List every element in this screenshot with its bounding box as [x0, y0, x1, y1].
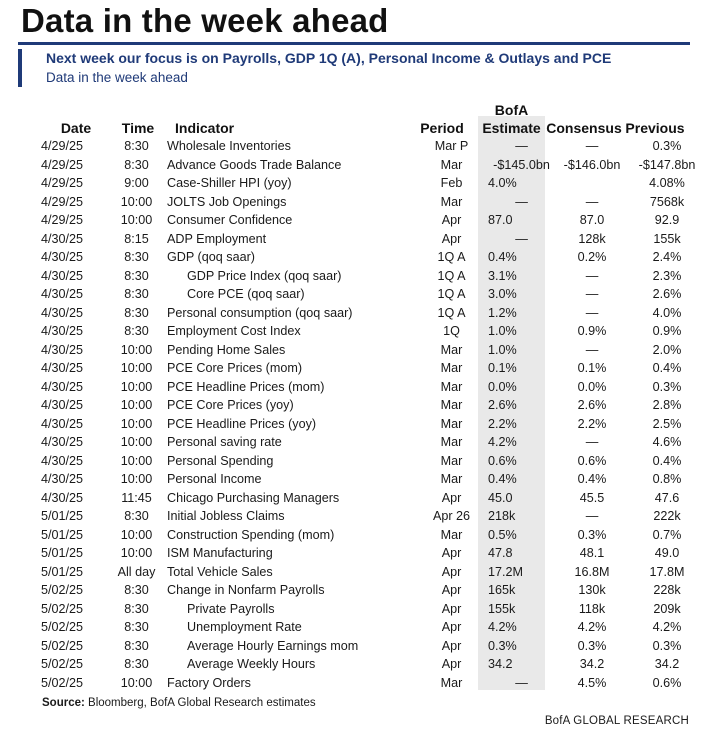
- cell-date: 5/01/25: [40, 564, 84, 579]
- cell-indicator: PCE Headline Prices (mom): [167, 379, 325, 394]
- cell-date: 4/30/25: [40, 472, 84, 486]
- cell-previous: 228k: [653, 583, 681, 597]
- cell-time: 9:00: [124, 176, 149, 190]
- cell-consensus: 45.5: [579, 490, 605, 505]
- cell-estimate: 87.0: [488, 213, 513, 227]
- cell-consensus: 130k: [578, 583, 606, 597]
- cell-consensus: —: [585, 268, 599, 283]
- cell-estimate: 0.6%: [488, 453, 517, 468]
- cell-indicator: Change in Nonfarm Payrolls: [167, 583, 325, 597]
- cell-indicator: Personal consumption (qoq saar): [167, 305, 353, 320]
- cell-consensus: 2.6%: [577, 398, 607, 412]
- cell-previous: 7568k: [649, 194, 685, 209]
- cell-date: 5/02/25: [40, 657, 84, 671]
- cell-period: 1Q A: [437, 287, 466, 301]
- cell-consensus: 0.0%: [577, 379, 607, 394]
- cell-consensus: —: [585, 287, 599, 301]
- cell-period: 1Q A: [437, 268, 466, 283]
- cell-estimate: —: [515, 675, 528, 690]
- cell-time: 8:30: [124, 287, 149, 301]
- cell-previous: 17.8M: [649, 564, 685, 579]
- cell-time: 10:00: [120, 416, 153, 431]
- cell-date: 4/30/25: [40, 361, 84, 375]
- cell-previous: 0.3%: [652, 379, 682, 394]
- table-row: [18, 489, 705, 508]
- cell-previous: 2.0%: [652, 342, 682, 357]
- cell-time: 8:30: [124, 657, 149, 671]
- table-row: [18, 137, 705, 156]
- cell-previous: 92.9: [654, 213, 680, 227]
- cell-estimate: 155k: [488, 601, 516, 616]
- cell-date: 4/30/25: [40, 305, 84, 320]
- cell-indicator: Private Payrolls: [187, 601, 275, 616]
- table-row: [18, 248, 705, 267]
- col-header-time: Time: [121, 120, 155, 136]
- cell-indicator: JOLTS Job Openings: [167, 194, 287, 209]
- cell-previous: 0.4%: [652, 361, 682, 375]
- cell-time: 10:00: [120, 546, 153, 560]
- table-row: [18, 322, 705, 341]
- calendar-table: [18, 137, 705, 692]
- cell-period: Apr: [441, 546, 462, 560]
- cell-estimate: 0.5%: [488, 527, 517, 542]
- cell-previous: 2.5%: [652, 416, 682, 431]
- cell-estimate: 0.4%: [488, 250, 517, 264]
- cell-indicator: Wholesale Inventories: [167, 139, 291, 153]
- source-note: [42, 697, 316, 709]
- table-row: [18, 267, 705, 286]
- cell-consensus: 34.2: [579, 657, 605, 671]
- cell-estimate: 0.1%: [488, 361, 517, 375]
- col-header-estimate: Estimate: [482, 120, 541, 136]
- cell-estimate: 0.4%: [488, 472, 517, 486]
- cell-estimate: 3.1%: [488, 268, 517, 283]
- page-title: Data in the week ahead: [21, 2, 389, 39]
- col-header-date: Date: [60, 120, 92, 136]
- cell-period: 1Q A: [437, 250, 466, 264]
- cell-consensus: 0.6%: [577, 453, 607, 468]
- cell-period: Apr: [441, 231, 462, 246]
- table-row: [18, 637, 705, 656]
- cell-period: Mar: [440, 194, 463, 209]
- cell-indicator: GDP Price Index (qoq saar): [187, 268, 342, 283]
- cell-consensus: 0.4%: [577, 472, 607, 486]
- cell-previous: 2.4%: [652, 250, 682, 264]
- cell-date: 4/30/25: [40, 231, 84, 246]
- cell-period: Apr 26: [432, 509, 471, 523]
- cell-date: 4/30/25: [40, 435, 84, 449]
- table-row: [18, 359, 705, 378]
- cell-time: 10:00: [120, 675, 153, 690]
- cell-time: 8:30: [124, 620, 149, 634]
- cell-estimate: 3.0%: [488, 287, 517, 301]
- cell-period: Apr: [441, 583, 462, 597]
- cell-indicator: ADP Employment: [167, 231, 267, 246]
- cell-consensus: -$146.0bn: [563, 157, 621, 172]
- cell-previous: 2.8%: [652, 398, 682, 412]
- cell-indicator: Average Hourly Earnings mom: [187, 638, 359, 653]
- cell-time: 8:30: [124, 305, 149, 320]
- cell-consensus: 48.1: [579, 546, 605, 560]
- cell-previous: 4.0%: [652, 305, 682, 320]
- cell-estimate: 4.2%: [488, 620, 517, 634]
- cell-previous: 0.4%: [652, 453, 682, 468]
- cell-consensus: 16.8M: [574, 564, 610, 579]
- table-row: [18, 674, 705, 693]
- cell-indicator: PCE Headline Prices (yoy): [167, 416, 317, 431]
- cell-consensus: 118k: [578, 601, 606, 616]
- cell-estimate: 4.2%: [488, 435, 517, 449]
- cell-date: 4/29/25: [40, 176, 84, 190]
- table-row: [18, 211, 705, 230]
- table-row: [18, 470, 705, 489]
- table-row: [18, 433, 705, 452]
- cell-time: 10:00: [120, 213, 153, 227]
- cell-indicator: Advance Goods Trade Balance: [167, 157, 342, 172]
- table-row: [18, 526, 705, 545]
- cell-estimate: 34.2: [488, 657, 513, 671]
- cell-date: 5/02/25: [40, 583, 84, 597]
- col-header-indicator: Indicator: [175, 120, 235, 136]
- cell-consensus: 0.3%: [577, 638, 607, 653]
- cell-period: Mar: [440, 361, 463, 375]
- cell-period: Mar: [440, 675, 463, 690]
- cell-previous: 222k: [653, 509, 681, 523]
- cell-date: 4/30/25: [40, 324, 84, 338]
- table-row: [18, 230, 705, 249]
- col-header-period: Period: [420, 120, 464, 136]
- cell-period: Mar: [440, 157, 463, 172]
- cell-indicator: Consumer Confidence: [167, 213, 293, 227]
- cell-previous: 2.6%: [652, 287, 682, 301]
- cell-time: 10:00: [120, 398, 153, 412]
- cell-date: 4/30/25: [40, 342, 84, 357]
- table-row: [18, 618, 705, 637]
- cell-period: Apr: [441, 620, 462, 634]
- col-header-previous: Previous: [625, 120, 685, 136]
- cell-date: 4/30/25: [40, 379, 84, 394]
- cell-estimate: 45.0: [488, 490, 513, 505]
- exhibit-header: [18, 49, 690, 87]
- cell-indicator: Total Vehicle Sales: [167, 564, 273, 579]
- exhibit-caption: Data in the week ahead: [46, 70, 188, 85]
- cell-date: 4/29/25: [40, 213, 84, 227]
- cell-date: 4/30/25: [40, 416, 84, 431]
- table-row: [18, 156, 705, 175]
- cell-date: 4/29/25: [40, 157, 84, 172]
- cell-consensus: 2.2%: [577, 416, 607, 431]
- cell-indicator: Employment Cost Index: [167, 324, 301, 338]
- table-row: [18, 341, 705, 360]
- cell-indicator: PCE Core Prices (yoy): [167, 398, 294, 412]
- cell-time: 8:30: [124, 268, 149, 283]
- cell-estimate: —: [515, 139, 528, 153]
- table-row: [18, 507, 705, 526]
- cell-period: Mar: [440, 453, 463, 468]
- cell-time: 10:00: [120, 379, 153, 394]
- source-text: Bloomberg, BofA Global Research estimates: [88, 697, 316, 709]
- accent-bar: [18, 49, 22, 87]
- cell-date: 4/30/25: [40, 453, 84, 468]
- cell-consensus: 0.3%: [577, 527, 607, 542]
- cell-previous: 0.8%: [652, 472, 682, 486]
- cell-period: Apr: [441, 638, 462, 653]
- cell-previous: 47.6: [654, 490, 680, 505]
- table-row: [18, 544, 705, 563]
- cell-date: 4/30/25: [40, 250, 84, 264]
- cell-indicator: Factory Orders: [167, 675, 251, 690]
- cell-period: 1Q A: [437, 305, 466, 320]
- cell-estimate: 1.2%: [488, 305, 517, 320]
- table-row: [18, 378, 705, 397]
- cell-time: 8:30: [124, 250, 149, 264]
- exhibit-title: Next week our focus is on Payrolls, GDP 1Q (A), Personal Income & Outlays and PCE: [46, 50, 612, 66]
- cell-estimate: 0.3%: [488, 638, 517, 653]
- cell-date: 4/29/25: [40, 194, 84, 209]
- cell-time: 10:00: [120, 361, 153, 375]
- table-row: [18, 193, 705, 212]
- cell-date: 5/01/25: [40, 546, 84, 560]
- cell-period: Mar: [440, 416, 463, 431]
- cell-previous: 0.3%: [652, 638, 682, 653]
- cell-date: 5/02/25: [40, 675, 84, 690]
- cell-indicator: PCE Core Prices (mom): [167, 361, 303, 375]
- cell-indicator: Chicago Purchasing Managers: [167, 490, 340, 505]
- cell-period: Apr: [441, 213, 462, 227]
- cell-previous: 2.3%: [652, 268, 682, 283]
- cell-previous: 4.6%: [652, 435, 682, 449]
- table-row: [18, 285, 705, 304]
- cell-date: 5/01/25: [40, 509, 84, 523]
- cell-date: 4/30/25: [40, 268, 84, 283]
- cell-date: 5/02/25: [40, 620, 84, 634]
- cell-date: 4/30/25: [40, 398, 84, 412]
- cell-date: 5/02/25: [40, 638, 84, 653]
- cell-previous: 49.0: [654, 546, 680, 560]
- cell-estimate: 165k: [488, 583, 516, 597]
- cell-period: Mar P: [434, 139, 469, 153]
- cell-consensus: —: [585, 435, 599, 449]
- cell-estimate: 1.0%: [488, 324, 517, 338]
- cell-time: All day: [117, 564, 156, 579]
- table-row: [18, 304, 705, 323]
- cell-consensus: 128k: [578, 231, 606, 246]
- cell-previous: 0.9%: [652, 324, 682, 338]
- cell-indicator: Initial Jobless Claims: [167, 509, 285, 523]
- cell-period: Apr: [441, 657, 462, 671]
- cell-period: Mar: [440, 398, 463, 412]
- cell-indicator: GDP (qoq saar): [167, 250, 255, 264]
- cell-period: Mar: [440, 342, 463, 357]
- table-row: [18, 415, 705, 434]
- col-header-consensus: Consensus: [546, 120, 622, 136]
- cell-previous: 0.7%: [652, 527, 682, 542]
- cell-date: 5/02/25: [40, 601, 84, 616]
- cell-time: 8:30: [124, 601, 149, 616]
- cell-consensus: 0.1%: [577, 361, 607, 375]
- table-row: [18, 655, 705, 674]
- cell-consensus: —: [585, 305, 599, 320]
- cell-period: Feb: [440, 176, 463, 190]
- cell-consensus: 0.2%: [577, 250, 607, 264]
- table-row: [18, 600, 705, 619]
- cell-consensus: [555, 174, 629, 193]
- table-row: [18, 563, 705, 582]
- cell-estimate: 4.0%: [488, 176, 517, 190]
- cell-time: 8:30: [124, 324, 149, 338]
- cell-indicator: Case-Shiller HPI (yoy): [167, 176, 292, 190]
- cell-time: 10:00: [120, 194, 153, 209]
- cell-period: 1Q: [443, 324, 460, 338]
- title-divider: [18, 42, 690, 45]
- brand-footer: BofA GLOBAL RESEARCH: [544, 715, 689, 727]
- cell-time: 10:00: [120, 342, 153, 357]
- cell-period: Mar: [440, 435, 463, 449]
- cell-period: Mar: [440, 527, 463, 542]
- cell-consensus: —: [585, 342, 599, 357]
- cell-previous: -$147.8bn: [638, 157, 696, 172]
- cell-previous: 209k: [653, 601, 681, 616]
- cell-time: 10:00: [120, 435, 153, 449]
- cell-estimate: —: [515, 194, 528, 209]
- cell-period: Mar: [440, 472, 463, 486]
- cell-previous: 34.2: [654, 657, 680, 671]
- cell-estimate: 218k: [488, 509, 516, 523]
- cell-previous: 4.08%: [649, 176, 685, 190]
- cell-previous: 4.2%: [652, 620, 682, 634]
- cell-indicator: Personal saving rate: [167, 435, 282, 449]
- cell-indicator: Core PCE (qoq saar): [187, 287, 305, 301]
- cell-time: 8:15: [124, 231, 149, 246]
- col-header-estimate-top: BofA: [494, 102, 529, 118]
- cell-period: Apr: [441, 564, 462, 579]
- cell-consensus: 4.2%: [577, 620, 607, 634]
- cell-indicator: Personal Spending: [167, 453, 274, 468]
- cell-time: 8:30: [124, 583, 149, 597]
- table-row: [18, 174, 705, 193]
- table-row: [18, 452, 705, 471]
- cell-estimate: -$145.0bn: [493, 157, 550, 172]
- cell-time: 10:00: [120, 453, 153, 468]
- cell-estimate: 17.2M: [488, 564, 524, 579]
- cell-estimate: 2.2%: [488, 416, 517, 431]
- cell-time: 8:30: [124, 139, 149, 153]
- cell-consensus: 4.5%: [577, 675, 607, 690]
- cell-period: Apr: [441, 601, 462, 616]
- cell-consensus: —: [585, 139, 599, 153]
- table-row: [18, 396, 705, 415]
- cell-time: 10:00: [120, 527, 153, 542]
- cell-date: 4/29/25: [40, 139, 84, 153]
- cell-consensus: 0.9%: [577, 324, 607, 338]
- cell-indicator: ISM Manufacturing: [167, 546, 273, 560]
- cell-indicator: Construction Spending (mom): [167, 527, 335, 542]
- cell-time: 8:30: [124, 157, 149, 172]
- cell-date: 4/30/25: [40, 490, 84, 505]
- source-label: Source:: [42, 697, 85, 709]
- cell-estimate: 1.0%: [488, 342, 517, 357]
- cell-time: 10:00: [120, 472, 153, 486]
- cell-indicator: Pending Home Sales: [167, 342, 286, 357]
- cell-time: 8:30: [124, 638, 149, 653]
- cell-date: 5/01/25: [40, 527, 84, 542]
- cell-indicator: Average Weekly Hours: [187, 657, 316, 671]
- cell-consensus: —: [585, 509, 599, 523]
- cell-consensus: 87.0: [579, 213, 605, 227]
- cell-period: Mar: [440, 379, 463, 394]
- cell-time: 8:30: [124, 509, 149, 523]
- cell-estimate: 2.6%: [488, 398, 517, 412]
- cell-consensus: —: [585, 194, 599, 209]
- cell-previous: 155k: [653, 231, 681, 246]
- cell-date: 4/30/25: [40, 287, 84, 301]
- table-row: [18, 581, 705, 600]
- cell-estimate: 0.0%: [488, 379, 517, 394]
- cell-previous: 0.3%: [652, 139, 682, 153]
- cell-time: 11:45: [121, 490, 152, 505]
- cell-indicator: Unemployment Rate: [187, 620, 302, 634]
- cell-estimate: —: [515, 231, 528, 246]
- cell-indicator: Personal Income: [167, 472, 262, 486]
- cell-estimate: 47.8: [488, 546, 513, 560]
- cell-period: Apr: [441, 490, 462, 505]
- cell-previous: 0.6%: [652, 675, 682, 690]
